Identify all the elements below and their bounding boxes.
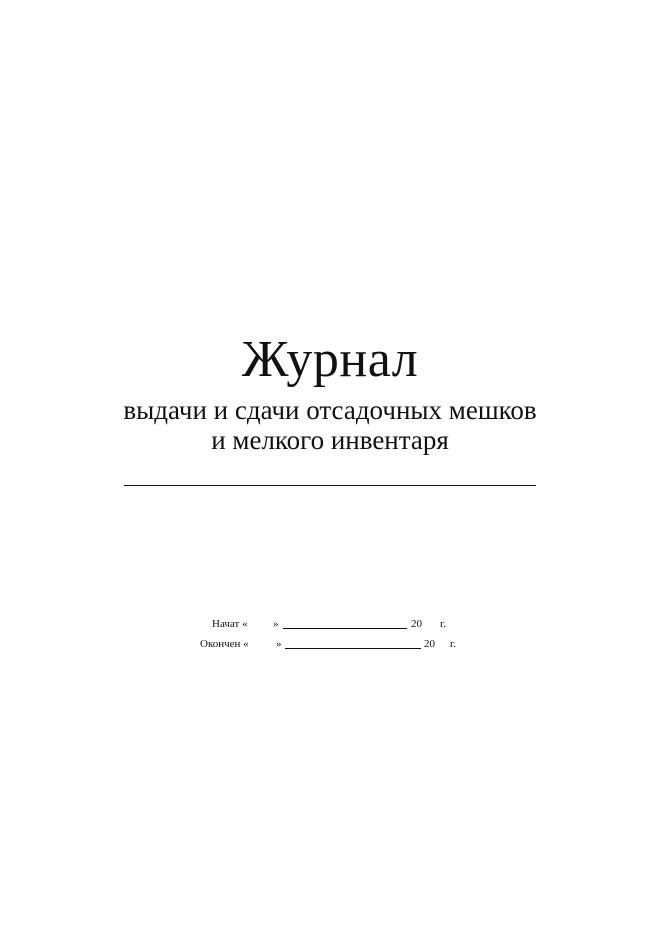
ended-year-prefix: 20 — [424, 638, 435, 650]
started-close-quote: » — [273, 618, 279, 630]
organization-name-line — [124, 485, 536, 486]
journal-subtitle-line-2: и мелкого инвентаря — [211, 425, 449, 455]
ended-close-quote: » — [276, 638, 282, 650]
started-year-suffix: г. — [440, 618, 447, 630]
journal-title: Журнал — [241, 331, 419, 388]
journal-subtitle-line-1: выдачи и сдачи отсадочных мешков — [123, 395, 537, 425]
ended-year-suffix: г. — [450, 638, 457, 650]
ended-date-blank — [285, 648, 421, 649]
ended-date-row — [0, 637, 660, 651]
started-date-row — [0, 617, 660, 631]
started-date-blank — [283, 628, 407, 629]
ended-label: Окончен « — [200, 638, 249, 650]
started-year-prefix: 20 — [411, 618, 422, 630]
started-label: Начат « — [212, 618, 248, 630]
